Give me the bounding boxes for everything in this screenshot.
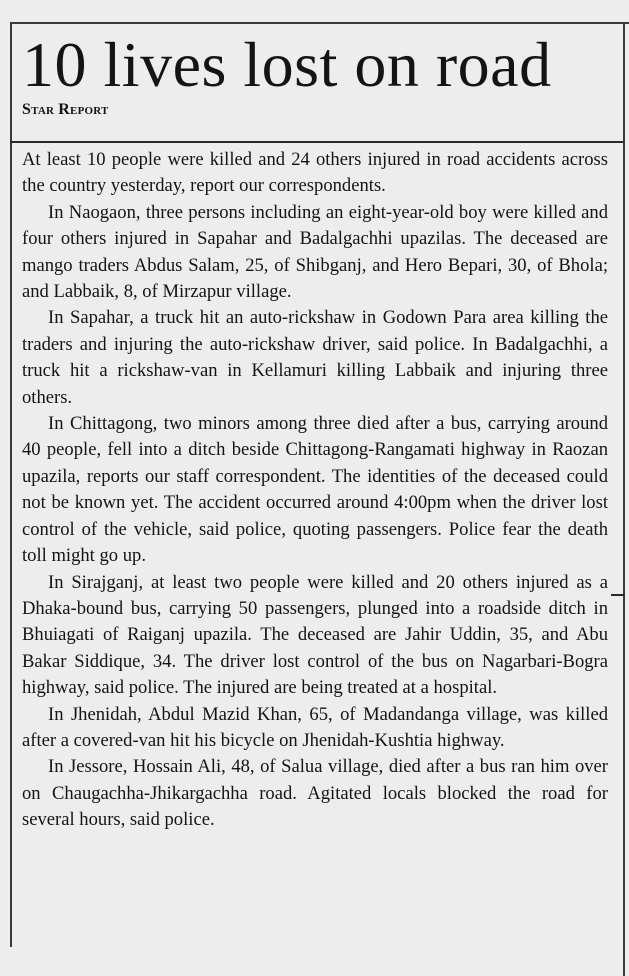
paragraph-2: In Naogaon, three persons including an eight-year-old boy were killed and four others injured in Sapahar and Badalgachhi upazilas. The deceased are mango traders Abdus Salam, 25, of Shibganj, and Hero Bepari, 30, of Bhola; and Labbaik, 8, of Mirzapur village.	[22, 201, 608, 303]
article-body	[22, 147, 608, 834]
paragraph-5: In Sirajganj, at least two people were killed and 20 others injured as a Dhaka-bound bus, carrying 50 passengers, plunged into a roadside ditch in Bhuiagati of Raiganj upazila. The deceased are Jahir Uddin, 35, and Abu Bakar Siddique, 34. The driver lost control of the bus on Nagarbari-Bogra highway, said police. The injured are being treated at a hospital.	[22, 571, 608, 699]
right-border-rule	[623, 22, 625, 976]
top-border-rule	[10, 22, 629, 24]
paragraph-1: At least 10 people were killed and 24 others injured in road accidents across the country yesterday, report our correspondents.	[22, 149, 608, 197]
paragraph-7: In Jessore, Hossain Ali, 48, of Salua village, died after a bus ran him over on Chaugachha-Jhikargachha road. Agitated locals blocked the road for several hours, said police.	[22, 756, 608, 831]
paragraph-4: In Chittagong, two minors among three died after a bus, carrying around 40 people, fell into a ditch beside Chittagong-Rangamati highway in Raozan upazila, reports our staff correspondent. The identities of the deceased could not be known yet. The accident occurred around 4:00pm when the driver lost control of the vehicle, said police, quoting passengers. Police fear the death toll might go up.	[22, 413, 608, 567]
side-column-divider	[611, 594, 625, 596]
headline: 10 lives lost on road	[22, 29, 552, 100]
paragraph-6: In Jhenidah, Abdul Mazid Khan, 65, of Madandanga village, was killed after a covered-van hit his bicycle on Jhenidah-Kushtia highway.	[22, 703, 608, 751]
left-border-rule	[10, 22, 12, 947]
paragraph-3: In Sapahar, a truck hit an auto-rickshaw in Godown Para area killing the traders and injuring the auto-rickshaw driver, said police. In Badalgachhi, a truck hit a rickshaw-van in Kellamuri killing Labbaik and injuring three others.	[22, 307, 608, 408]
byline: Star Report	[22, 101, 109, 118]
byline-divider	[10, 141, 623, 143]
